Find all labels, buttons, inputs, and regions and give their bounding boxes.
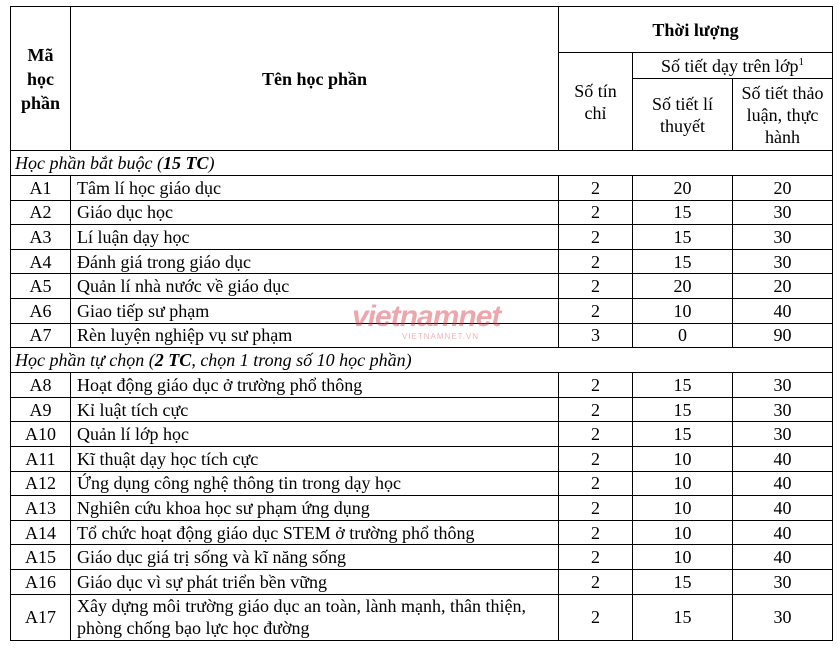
- course-row: [11, 249, 833, 274]
- course-practice-hours: 30: [733, 397, 833, 422]
- course-name: Hoạt động giáo dục ở trường phổ thông: [71, 373, 559, 398]
- course-theory-hours: 15: [633, 594, 733, 640]
- watermark-logo: vietnamnet: [352, 300, 501, 333]
- section-title: [11, 151, 833, 176]
- course-theory-hours: 20: [633, 176, 733, 201]
- course-theory-hours: 15: [633, 249, 733, 274]
- course-name: Quản lí lớp học: [71, 422, 559, 447]
- course-credits: 2: [559, 225, 633, 250]
- course-row: [11, 569, 833, 594]
- section-title-prefix: Học phần tự chọn (: [15, 350, 155, 371]
- course-code: A8: [11, 373, 71, 398]
- course-name: Ứng dụng công nghệ thông tin trong dạy học: [71, 471, 559, 496]
- course-name: Xây dựng môi trường giáo dục an toàn, lành mạnh, thân thiện, phòng chống bạo lực học đường: [71, 594, 559, 640]
- course-credits: 2: [559, 274, 633, 299]
- course-practice-hours: 40: [733, 471, 833, 496]
- header-li-thuyet: Số tiết lí thuyết: [633, 79, 733, 151]
- course-practice-hours: 30: [733, 249, 833, 274]
- course-practice-hours: 30: [733, 373, 833, 398]
- course-row: [11, 545, 833, 570]
- course-practice-hours: 40: [733, 496, 833, 521]
- course-name: Giáo dục học: [71, 200, 559, 225]
- course-code: A6: [11, 298, 71, 323]
- course-name: Tâm lí học giáo dục: [71, 176, 559, 201]
- course-code: A7: [11, 323, 71, 348]
- course-code: A10: [11, 422, 71, 447]
- course-name: Rèn luyện nghiệp vụ sư phạm: [71, 323, 559, 348]
- course-theory-hours: 10: [633, 545, 733, 570]
- course-row: [11, 496, 833, 521]
- course-row: [11, 200, 833, 225]
- course-credits: 2: [559, 496, 633, 521]
- course-credits: 2: [559, 446, 633, 471]
- section-title: [11, 348, 833, 373]
- course-name: Giáo dục giá trị sống và kĩ năng sống: [71, 545, 559, 570]
- course-credits: 2: [559, 569, 633, 594]
- course-practice-hours: 20: [733, 274, 833, 299]
- course-theory-hours: 15: [633, 397, 733, 422]
- course-name: Tổ chức hoạt động giáo dục STEM ở trường phổ thông: [71, 520, 559, 545]
- course-name: Kĩ thuật dạy học tích cực: [71, 446, 559, 471]
- course-credits: 2: [559, 471, 633, 496]
- header-ten-hoc-phan: Tên học phần: [71, 7, 559, 151]
- course-practice-hours: 40: [733, 520, 833, 545]
- course-row: [11, 176, 833, 201]
- course-code: A3: [11, 225, 71, 250]
- course-practice-hours: 30: [733, 200, 833, 225]
- section-title-credits: 2 TC: [154, 350, 192, 371]
- section-title-credits: 15 TC: [162, 153, 209, 173]
- course-theory-hours: 10: [633, 446, 733, 471]
- course-practice-hours: 40: [733, 446, 833, 471]
- course-name: Nghiên cứu khoa học sư phạm ứng dụng: [71, 496, 559, 521]
- course-credits: 2: [559, 545, 633, 570]
- course-credits: 2: [559, 373, 633, 398]
- course-practice-hours: 30: [733, 594, 833, 640]
- course-row: [11, 422, 833, 447]
- course-practice-hours: 90: [733, 323, 833, 348]
- course-theory-hours: 10: [633, 496, 733, 521]
- course-theory-hours: 20: [633, 274, 733, 299]
- footnote-marker: 1: [798, 55, 805, 68]
- course-credits: 2: [559, 176, 633, 201]
- course-credits: 2: [559, 200, 633, 225]
- course-theory-hours: 15: [633, 422, 733, 447]
- course-practice-hours: 30: [733, 225, 833, 250]
- course-credits: 2: [559, 594, 633, 640]
- course-theory-hours: 15: [633, 200, 733, 225]
- course-code: A5: [11, 274, 71, 299]
- header-so-tin-chi: Số tín chỉ: [559, 53, 633, 151]
- course-credits: 2: [559, 422, 633, 447]
- course-name: Giao tiếp sư phạm: [71, 298, 559, 323]
- course-code: A16: [11, 569, 71, 594]
- course-row: [11, 471, 833, 496]
- course-credits: 2: [559, 249, 633, 274]
- course-row: [11, 298, 833, 323]
- header-thao-luan: Số tiết thảo luận, thực hành: [733, 79, 833, 151]
- course-code: A11: [11, 446, 71, 471]
- course-credits: 2: [559, 397, 633, 422]
- course-theory-hours: 0: [633, 323, 733, 348]
- course-code: A2: [11, 200, 71, 225]
- course-row: [11, 225, 833, 250]
- section-title-suffix: , chọn 1 trong số 10 học phần): [191, 350, 412, 371]
- course-practice-hours: 40: [733, 545, 833, 570]
- header-thoi-luong: Thời lượng: [559, 7, 833, 53]
- watermark-sub: VIETNAMNET.VN: [402, 332, 480, 341]
- course-name: Đánh giá trong giáo dục: [71, 249, 559, 274]
- course-code: A12: [11, 471, 71, 496]
- course-code: A17: [11, 594, 71, 640]
- course-row: [11, 373, 833, 398]
- course-row: [11, 397, 833, 422]
- course-name: Giáo dục vì sự phát triển bền vững: [71, 569, 559, 594]
- course-theory-hours: 10: [633, 520, 733, 545]
- course-name: Lí luận dạy học: [71, 225, 559, 250]
- course-table: [10, 6, 833, 641]
- course-practice-hours: 40: [733, 298, 833, 323]
- course-practice-hours: 30: [733, 422, 833, 447]
- course-credits: 3: [559, 323, 633, 348]
- course-code: A14: [11, 520, 71, 545]
- course-code: A1: [11, 176, 71, 201]
- course-practice-hours: 20: [733, 176, 833, 201]
- course-name: Quản lí nhà nước về giáo dục: [71, 274, 559, 299]
- section-title-suffix: ): [208, 153, 215, 173]
- course-row: [11, 520, 833, 545]
- course-code: A15: [11, 545, 71, 570]
- course-code: A4: [11, 249, 71, 274]
- header-so-tiet-day: [633, 53, 833, 79]
- course-theory-hours: 15: [633, 373, 733, 398]
- course-theory-hours: 15: [633, 225, 733, 250]
- course-row: [11, 274, 833, 299]
- course-practice-hours: 30: [733, 569, 833, 594]
- course-row: [11, 446, 833, 471]
- course-name: Kỉ luật tích cực: [71, 397, 559, 422]
- course-row: [11, 323, 833, 348]
- course-theory-hours: 10: [633, 471, 733, 496]
- course-code: A9: [11, 397, 71, 422]
- section-title-prefix: Học phần bắt buộc (: [15, 153, 163, 173]
- course-row: [11, 594, 833, 640]
- course-theory-hours: 15: [633, 569, 733, 594]
- course-credits: 2: [559, 520, 633, 545]
- course-theory-hours: 10: [633, 298, 733, 323]
- course-code: A13: [11, 496, 71, 521]
- header-so-tiet-day-text: Số tiết dạy trên lớp: [661, 55, 799, 76]
- section-row: [11, 151, 833, 176]
- course-credits: 2: [559, 298, 633, 323]
- header-ma-hoc-phan: Mã học phần: [11, 7, 71, 151]
- section-row: [11, 348, 833, 373]
